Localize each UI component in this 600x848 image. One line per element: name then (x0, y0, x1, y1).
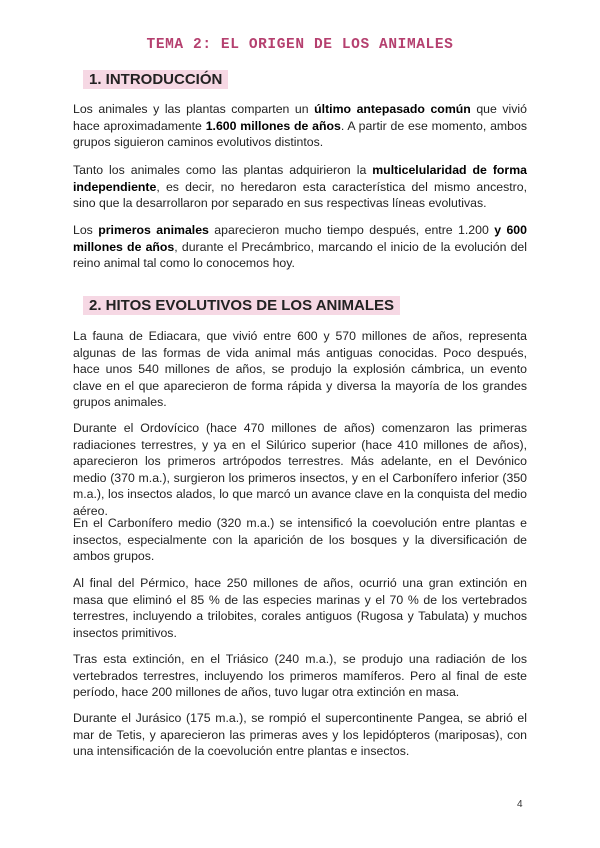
paragraph (73, 222, 527, 272)
paragraph (73, 101, 527, 151)
bold-text: multicelularidad de forma independiente (73, 163, 527, 194)
paragraph: Durante el Ordovícico (hace 470 millones de años) comenzaron las primeras radiaciones terrestres, y ya en el Silúrico superior (hace 410 millones de años), aparecieron los primeros artrópodos terrestres. Más adelante, en el Devónico medio (370 m.a.), surgieron los primeros insectos, y en el Carbonífero inferior (350 m.a.), los insectos alados, lo que marcó un avance clave en la conquista del medio aéreo. (73, 421, 527, 518)
section-heading-introduccion: 1. INTRODUCCIÓN (83, 70, 228, 89)
bold-text: 1.600 millones de años (205, 118, 341, 133)
page-number: 4 (517, 799, 523, 810)
section-heading-hitos-evolutivos: 2. HITOS EVOLUTIVOS DE LOS ANIMALES (83, 296, 400, 315)
bold-text: último antepasado común (314, 102, 471, 116)
text-run: que vivió hace aproximadamente (73, 102, 527, 133)
text-run: Tanto los animales como las plantas adquirieron la (73, 163, 373, 177)
paragraph: Durante el Jurásico (175 m.a.), se rompió el supercontinente Pangea, se abrió el mar de Tetis, y aparecieron las primeras aves y los lepidópteros (mariposas), con una intensificación de la coevolución entre plantas e insectos. (73, 711, 527, 759)
page-title: TEMA 2: EL ORIGEN DE LOS ANIMALES (146, 37, 454, 53)
text-run: , es decir, no heredaron esta característica del mismo ancestro, sino que la desarrollaron por separado en sus respectivas líneas evolutivas. (73, 179, 527, 211)
paragraph: La fauna de Ediacara, que vivió entre 600 y 570 millones de años, representa algunas de las formas de vida animal más antiguas conocidas. Poco después, hace unos 540 millones de años, se produjo la explosión cámbrica, un evento clave en el que aparecieron de forma rápida y diversa la mayoría de los grandes grupos animales. (73, 329, 527, 410)
text-run: , durante el Precámbrico, marcando el inicio de la evolución del reino animal tal como lo conocemos hoy. (73, 239, 527, 271)
bold-text: y 600 millones de años (73, 223, 527, 254)
paragraph: En el Carbonífero medio (320 m.a.) se intensificó la coevolución entre plantas e insectos, especialmente con la aparición de los bosques y la diversificación de ambos grupos. (73, 516, 527, 564)
bold-text: primeros animales (98, 223, 209, 237)
text-run: aparecieron mucho tiempo después, entre 1.200 (208, 223, 495, 237)
text-run: . A partir de ese momento, ambos grupos siguieron caminos evolutivos distintos. (73, 118, 527, 150)
text-run: Los (73, 223, 99, 237)
text-run: Los animales y las plantas comparten un (73, 102, 315, 116)
paragraph: Al final del Pérmico, hace 250 millones de años, ocurrió una gran extinción en masa que eliminó el 85 % de las especies marinas y el 70 % de los vertebrados terrestres, incluyendo a trilobites, corales antiguos (Rugosa y Tabulata) y muchos insectos primitivos. (73, 576, 527, 640)
paragraph: Tras esta extinción, en el Triásico (240 m.a.), se produjo una radiación de los vertebrados terrestres, incluyendo los primeros mamíferos. Pero al final de este período, hace 200 millones de años, tuvo lugar otra extinción en masa. (73, 652, 527, 700)
paragraph (73, 162, 527, 212)
